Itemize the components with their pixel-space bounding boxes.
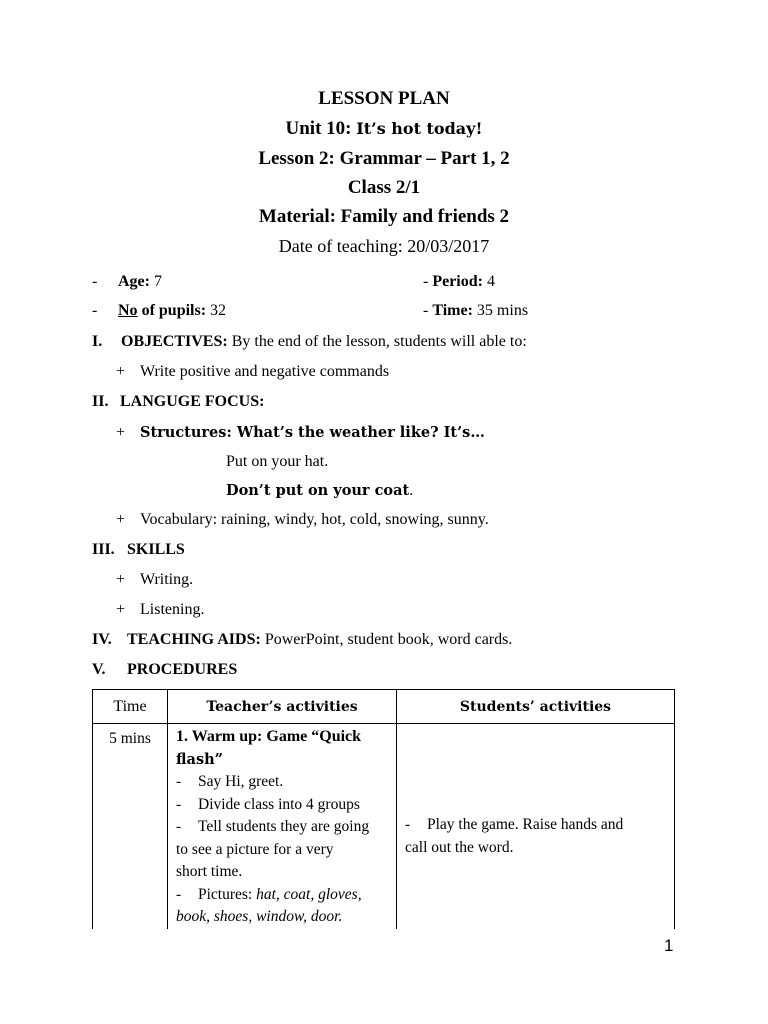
structures-question: : What’s the weather like? It’s… <box>226 424 485 441</box>
table-header-row <box>93 690 675 724</box>
structures-line: + Structures: What’s the weather like? It’s… <box>116 424 485 441</box>
period-line: - Period: 4 <box>423 273 495 290</box>
student-step-cont: call out the word. <box>405 838 514 856</box>
teacher-step-cont: short time. <box>176 863 243 880</box>
objective-item: + Write positive and negative commands <box>116 363 390 380</box>
objectives-title: OBJECTIVES: <box>121 333 228 350</box>
activity-heading: 1. Warm up: Game “Quick <box>176 728 362 745</box>
objectives-text: By the end of the lesson, students will able to: <box>231 333 527 350</box>
teacher-step: - Say Hi, greet. <box>176 773 284 790</box>
structures-label: Structures <box>140 424 227 441</box>
teacher-step-cont: book, shoes, window, door. <box>176 908 343 925</box>
period-label: Period: <box>432 273 483 290</box>
teacher-step: - Tell students they are going <box>176 818 370 835</box>
age-line: - Age: 7 <box>92 273 162 290</box>
pupils-label: of pupils: <box>137 302 207 319</box>
pupils-label-no: No <box>118 302 138 319</box>
document-title: LESSON PLAN <box>318 88 450 109</box>
row-time: 5 mins <box>93 724 168 930</box>
procedures-heading <box>92 661 237 679</box>
language-focus-title: LANGUGE FOCUS: <box>120 393 265 410</box>
procedures-table <box>92 689 675 929</box>
unit-prefix: Unit 10: <box>285 118 357 139</box>
pupils-line: - No of pupils: 32 <box>92 302 227 319</box>
pupils-value: 32 <box>210 302 227 319</box>
unit-title <box>0 118 768 140</box>
teaching-aids-text: PowerPoint, student book, word cards. <box>264 631 513 648</box>
time-value: 35 mins <box>476 302 529 319</box>
objectives-numeral: I. <box>92 333 103 350</box>
procedures-table-clip <box>92 689 677 929</box>
procedures-title: PROCEDURES <box>127 661 238 678</box>
teacher-step: - Divide class into 4 groups <box>176 795 360 813</box>
time-label: Time: <box>432 302 473 319</box>
vocabulary-text: Vocabulary: raining, windy, hot, cold, snowing, sunny. <box>140 511 489 528</box>
student-step: - Play the game. Raise hands and <box>405 816 624 833</box>
lesson-title: Lesson 2: Grammar – Part 1, 2 <box>258 148 510 169</box>
class-title: Class 2/1 <box>347 177 421 198</box>
teaching-aids-title: TEACHING AIDS: <box>127 631 261 648</box>
vocabulary-line: + Vocabulary: raining, windy, hot, cold, snowing, sunny. <box>116 511 489 528</box>
teaching-aids-heading <box>92 631 512 649</box>
table-row <box>93 724 675 930</box>
skill-item: + Writing. <box>116 571 194 588</box>
header-students: Students’ activities <box>397 690 675 724</box>
skill-item: + Listening. <box>116 601 205 618</box>
row-student-activities <box>397 724 675 930</box>
structure-line-2: Put on your hat. <box>226 453 329 470</box>
time-line: - Time: 35 mins <box>423 302 529 319</box>
skills-title: SKILLS <box>127 541 185 558</box>
header-time: Time <box>93 690 168 724</box>
header-teacher: Teacher’s activities <box>168 690 397 724</box>
teacher-step: - Pictures: hat, coat, gloves, <box>176 885 362 903</box>
row-teacher-activities <box>168 724 397 930</box>
language-focus-numeral: II. <box>92 393 109 410</box>
structure-line-3: Don’t put on your coat. <box>226 482 414 499</box>
period-value: 4 <box>486 273 495 290</box>
activity-heading-cont: flash” <box>176 750 223 768</box>
material-title: Material: Family and friends 2 <box>258 206 510 227</box>
teaching-date: Date of teaching: 20/03/2017 <box>278 236 490 256</box>
age-label: Age: <box>118 273 150 290</box>
skills-numeral: III. <box>92 541 115 558</box>
language-focus-heading <box>92 393 264 411</box>
procedures-numeral: V. <box>92 661 106 678</box>
unit-name: It’s hot today! <box>356 119 483 138</box>
page-number: 1 <box>664 936 674 955</box>
teaching-aids-numeral: IV. <box>92 631 112 648</box>
age-value: 7 <box>153 273 162 290</box>
objectives-heading <box>92 333 527 351</box>
skills-heading <box>92 541 185 559</box>
teacher-step-cont: to see a picture for a very <box>176 840 334 858</box>
